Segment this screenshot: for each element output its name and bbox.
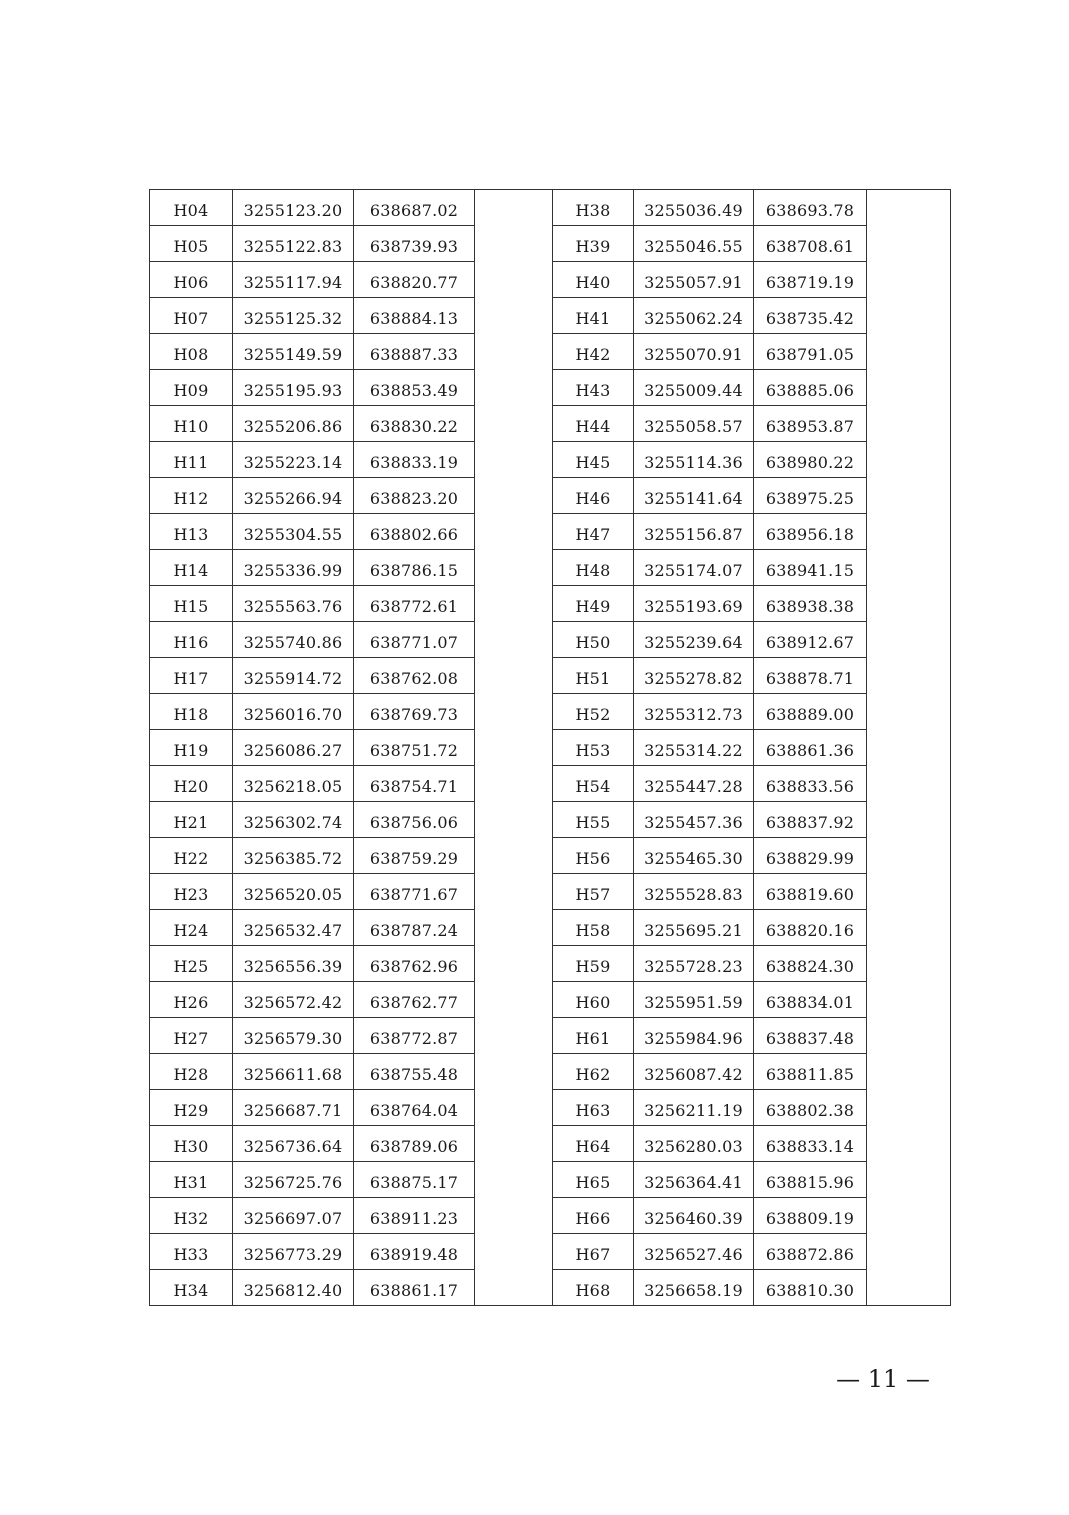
left-x-coordinate-cell: 3255206.86 <box>233 406 354 442</box>
right-x-coordinate-cell: 3255036.49 <box>634 190 754 226</box>
left-point-id-cell: H19 <box>150 730 233 766</box>
left-y-coordinate-cell: 638823.20 <box>354 478 475 514</box>
blank-cell <box>867 766 951 802</box>
left-x-coordinate-cell: 3255914.72 <box>233 658 354 694</box>
blank-cell <box>475 1126 553 1162</box>
left-y-coordinate-cell: 638687.02 <box>354 190 475 226</box>
left-x-coordinate-cell: 3256579.30 <box>233 1018 354 1054</box>
right-x-coordinate-cell: 3255728.23 <box>634 946 754 982</box>
right-x-coordinate-cell: 3255070.91 <box>634 334 754 370</box>
left-x-coordinate-cell: 3256687.71 <box>233 1090 354 1126</box>
left-x-coordinate-cell: 3255223.14 <box>233 442 354 478</box>
right-y-coordinate-cell: 638829.99 <box>754 838 867 874</box>
left-point-id-cell: H17 <box>150 658 233 694</box>
table-row <box>150 1018 951 1054</box>
table-row <box>150 586 951 622</box>
table-row <box>150 1270 951 1306</box>
blank-cell <box>475 1018 553 1054</box>
left-point-id-cell: H22 <box>150 838 233 874</box>
blank-cell <box>867 622 951 658</box>
left-y-coordinate-cell: 638861.17 <box>354 1270 475 1306</box>
blank-cell <box>475 730 553 766</box>
table-row <box>150 334 951 370</box>
blank-cell <box>475 1054 553 1090</box>
blank-cell <box>475 694 553 730</box>
left-y-coordinate-cell: 638853.49 <box>354 370 475 406</box>
right-point-id-cell: H61 <box>553 1018 634 1054</box>
left-point-id-cell: H20 <box>150 766 233 802</box>
blank-cell <box>867 1126 951 1162</box>
left-y-coordinate-cell: 638875.17 <box>354 1162 475 1198</box>
right-x-coordinate-cell: 3256364.41 <box>634 1162 754 1198</box>
left-x-coordinate-cell: 3255149.59 <box>233 334 354 370</box>
blank-cell <box>867 262 951 298</box>
right-x-coordinate-cell: 3255951.59 <box>634 982 754 1018</box>
right-y-coordinate-cell: 638837.92 <box>754 802 867 838</box>
blank-cell <box>475 622 553 658</box>
table-row <box>150 262 951 298</box>
right-x-coordinate-cell: 3256280.03 <box>634 1126 754 1162</box>
right-x-coordinate-cell: 3256087.42 <box>634 1054 754 1090</box>
table-row <box>150 190 951 226</box>
right-point-id-cell: H51 <box>553 658 634 694</box>
blank-cell <box>867 190 951 226</box>
table-row <box>150 478 951 514</box>
right-x-coordinate-cell: 3255457.36 <box>634 802 754 838</box>
right-x-coordinate-cell: 3255057.91 <box>634 262 754 298</box>
right-x-coordinate-cell: 3255984.96 <box>634 1018 754 1054</box>
table-row <box>150 730 951 766</box>
left-point-id-cell: H24 <box>150 910 233 946</box>
right-y-coordinate-cell: 638956.18 <box>754 514 867 550</box>
right-point-id-cell: H66 <box>553 1198 634 1234</box>
blank-cell <box>475 442 553 478</box>
table-row <box>150 298 951 334</box>
coordinate-table <box>149 189 951 1306</box>
right-x-coordinate-cell: 3256460.39 <box>634 1198 754 1234</box>
left-point-id-cell: H26 <box>150 982 233 1018</box>
right-y-coordinate-cell: 638912.67 <box>754 622 867 658</box>
left-point-id-cell: H13 <box>150 514 233 550</box>
table-row <box>150 838 951 874</box>
blank-cell <box>867 910 951 946</box>
left-y-coordinate-cell: 638759.29 <box>354 838 475 874</box>
table-row <box>150 1054 951 1090</box>
right-point-id-cell: H54 <box>553 766 634 802</box>
left-point-id-cell: H28 <box>150 1054 233 1090</box>
left-x-coordinate-cell: 3255122.83 <box>233 226 354 262</box>
right-point-id-cell: H62 <box>553 1054 634 1090</box>
blank-cell <box>475 766 553 802</box>
blank-cell <box>475 370 553 406</box>
left-point-id-cell: H11 <box>150 442 233 478</box>
right-y-coordinate-cell: 638735.42 <box>754 298 867 334</box>
left-y-coordinate-cell: 638772.87 <box>354 1018 475 1054</box>
right-point-id-cell: H57 <box>553 874 634 910</box>
blank-cell <box>475 514 553 550</box>
blank-cell <box>475 550 553 586</box>
right-x-coordinate-cell: 3256658.19 <box>634 1270 754 1306</box>
left-point-id-cell: H18 <box>150 694 233 730</box>
blank-cell <box>475 586 553 622</box>
left-y-coordinate-cell: 638884.13 <box>354 298 475 334</box>
right-point-id-cell: H60 <box>553 982 634 1018</box>
right-point-id-cell: H59 <box>553 946 634 982</box>
blank-cell <box>475 802 553 838</box>
right-y-coordinate-cell: 638953.87 <box>754 406 867 442</box>
right-x-coordinate-cell: 3255174.07 <box>634 550 754 586</box>
left-y-coordinate-cell: 638769.73 <box>354 694 475 730</box>
right-point-id-cell: H50 <box>553 622 634 658</box>
blank-cell <box>867 1054 951 1090</box>
right-x-coordinate-cell: 3255046.55 <box>634 226 754 262</box>
blank-cell <box>867 334 951 370</box>
left-x-coordinate-cell: 3255266.94 <box>233 478 354 514</box>
right-y-coordinate-cell: 638885.06 <box>754 370 867 406</box>
table-row <box>150 1090 951 1126</box>
blank-cell <box>475 298 553 334</box>
left-point-id-cell: H32 <box>150 1198 233 1234</box>
blank-cell <box>867 370 951 406</box>
right-x-coordinate-cell: 3256211.19 <box>634 1090 754 1126</box>
left-y-coordinate-cell: 638771.67 <box>354 874 475 910</box>
right-y-coordinate-cell: 638693.78 <box>754 190 867 226</box>
blank-cell <box>867 550 951 586</box>
left-y-coordinate-cell: 638830.22 <box>354 406 475 442</box>
left-point-id-cell: H31 <box>150 1162 233 1198</box>
right-y-coordinate-cell: 638980.22 <box>754 442 867 478</box>
right-y-coordinate-cell: 638708.61 <box>754 226 867 262</box>
left-point-id-cell: H25 <box>150 946 233 982</box>
left-y-coordinate-cell: 638771.07 <box>354 622 475 658</box>
right-x-coordinate-cell: 3255062.24 <box>634 298 754 334</box>
left-y-coordinate-cell: 638756.06 <box>354 802 475 838</box>
left-y-coordinate-cell: 638751.72 <box>354 730 475 766</box>
left-x-coordinate-cell: 3256086.27 <box>233 730 354 766</box>
right-y-coordinate-cell: 638815.96 <box>754 1162 867 1198</box>
right-point-id-cell: H47 <box>553 514 634 550</box>
blank-cell <box>867 1234 951 1270</box>
left-y-coordinate-cell: 638833.19 <box>354 442 475 478</box>
blank-cell <box>867 406 951 442</box>
right-y-coordinate-cell: 638872.86 <box>754 1234 867 1270</box>
right-x-coordinate-cell: 3255528.83 <box>634 874 754 910</box>
right-y-coordinate-cell: 638837.48 <box>754 1018 867 1054</box>
blank-cell <box>475 1090 553 1126</box>
left-x-coordinate-cell: 3255123.20 <box>233 190 354 226</box>
blank-cell <box>867 586 951 622</box>
right-y-coordinate-cell: 638810.30 <box>754 1270 867 1306</box>
left-x-coordinate-cell: 3256697.07 <box>233 1198 354 1234</box>
right-x-coordinate-cell: 3255193.69 <box>634 586 754 622</box>
left-point-id-cell: H10 <box>150 406 233 442</box>
table-row <box>150 370 951 406</box>
blank-cell <box>475 658 553 694</box>
right-point-id-cell: H39 <box>553 226 634 262</box>
right-point-id-cell: H49 <box>553 586 634 622</box>
blank-cell <box>475 262 553 298</box>
right-x-coordinate-cell: 3255239.64 <box>634 622 754 658</box>
blank-cell <box>867 298 951 334</box>
table-row <box>150 622 951 658</box>
blank-cell <box>867 838 951 874</box>
coordinate-table-body <box>150 190 951 1306</box>
blank-cell <box>867 478 951 514</box>
blank-cell <box>867 982 951 1018</box>
right-x-coordinate-cell: 3255465.30 <box>634 838 754 874</box>
table-row <box>150 982 951 1018</box>
right-y-coordinate-cell: 638719.19 <box>754 262 867 298</box>
blank-cell <box>867 1018 951 1054</box>
blank-cell <box>475 1270 553 1306</box>
left-y-coordinate-cell: 638772.61 <box>354 586 475 622</box>
right-y-coordinate-cell: 638975.25 <box>754 478 867 514</box>
left-point-id-cell: H06 <box>150 262 233 298</box>
blank-cell <box>475 838 553 874</box>
left-x-coordinate-cell: 3256218.05 <box>233 766 354 802</box>
blank-cell <box>867 1198 951 1234</box>
right-y-coordinate-cell: 638878.71 <box>754 658 867 694</box>
left-point-id-cell: H15 <box>150 586 233 622</box>
left-x-coordinate-cell: 3256016.70 <box>233 694 354 730</box>
right-y-coordinate-cell: 638889.00 <box>754 694 867 730</box>
left-point-id-cell: H04 <box>150 190 233 226</box>
table-row <box>150 1198 951 1234</box>
right-y-coordinate-cell: 638834.01 <box>754 982 867 1018</box>
right-point-id-cell: H41 <box>553 298 634 334</box>
left-point-id-cell: H21 <box>150 802 233 838</box>
left-point-id-cell: H14 <box>150 550 233 586</box>
left-point-id-cell: H09 <box>150 370 233 406</box>
blank-cell <box>867 442 951 478</box>
right-point-id-cell: H52 <box>553 694 634 730</box>
blank-cell <box>867 730 951 766</box>
left-x-coordinate-cell: 3256812.40 <box>233 1270 354 1306</box>
table-row <box>150 1234 951 1270</box>
right-point-id-cell: H65 <box>553 1162 634 1198</box>
blank-cell <box>475 190 553 226</box>
left-x-coordinate-cell: 3256532.47 <box>233 910 354 946</box>
right-y-coordinate-cell: 638861.36 <box>754 730 867 766</box>
blank-cell <box>867 1090 951 1126</box>
right-point-id-cell: H42 <box>553 334 634 370</box>
right-x-coordinate-cell: 3255156.87 <box>634 514 754 550</box>
blank-cell <box>475 1162 553 1198</box>
blank-cell <box>867 874 951 910</box>
left-y-coordinate-cell: 638762.77 <box>354 982 475 1018</box>
right-point-id-cell: H53 <box>553 730 634 766</box>
right-x-coordinate-cell: 3255695.21 <box>634 910 754 946</box>
right-y-coordinate-cell: 638820.16 <box>754 910 867 946</box>
left-point-id-cell: H34 <box>150 1270 233 1306</box>
right-y-coordinate-cell: 638833.14 <box>754 1126 867 1162</box>
table-row <box>150 514 951 550</box>
right-x-coordinate-cell: 3256527.46 <box>634 1234 754 1270</box>
table-row <box>150 406 951 442</box>
left-x-coordinate-cell: 3256736.64 <box>233 1126 354 1162</box>
right-point-id-cell: H58 <box>553 910 634 946</box>
table-row <box>150 1126 951 1162</box>
right-x-coordinate-cell: 3255314.22 <box>634 730 754 766</box>
left-y-coordinate-cell: 638802.66 <box>354 514 475 550</box>
table-row <box>150 442 951 478</box>
right-y-coordinate-cell: 638941.15 <box>754 550 867 586</box>
right-y-coordinate-cell: 638802.38 <box>754 1090 867 1126</box>
left-y-coordinate-cell: 638787.24 <box>354 910 475 946</box>
table-row <box>150 910 951 946</box>
left-x-coordinate-cell: 3256773.29 <box>233 1234 354 1270</box>
left-x-coordinate-cell: 3256556.39 <box>233 946 354 982</box>
table-row <box>150 550 951 586</box>
left-point-id-cell: H33 <box>150 1234 233 1270</box>
right-point-id-cell: H40 <box>553 262 634 298</box>
left-point-id-cell: H27 <box>150 1018 233 1054</box>
blank-cell <box>867 694 951 730</box>
right-y-coordinate-cell: 638938.38 <box>754 586 867 622</box>
blank-cell <box>475 1234 553 1270</box>
right-y-coordinate-cell: 638809.19 <box>754 1198 867 1234</box>
left-y-coordinate-cell: 638919.48 <box>354 1234 475 1270</box>
right-x-coordinate-cell: 3255141.64 <box>634 478 754 514</box>
left-y-coordinate-cell: 638789.06 <box>354 1126 475 1162</box>
left-x-coordinate-cell: 3255563.76 <box>233 586 354 622</box>
blank-cell <box>475 910 553 946</box>
right-y-coordinate-cell: 638824.30 <box>754 946 867 982</box>
left-x-coordinate-cell: 3255336.99 <box>233 550 354 586</box>
right-y-coordinate-cell: 638819.60 <box>754 874 867 910</box>
right-point-id-cell: H43 <box>553 370 634 406</box>
right-y-coordinate-cell: 638833.56 <box>754 766 867 802</box>
blank-cell <box>867 946 951 982</box>
blank-cell <box>867 226 951 262</box>
right-y-coordinate-cell: 638791.05 <box>754 334 867 370</box>
left-point-id-cell: H07 <box>150 298 233 334</box>
right-point-id-cell: H56 <box>553 838 634 874</box>
table-row <box>150 874 951 910</box>
left-y-coordinate-cell: 638762.96 <box>354 946 475 982</box>
left-x-coordinate-cell: 3256572.42 <box>233 982 354 1018</box>
left-y-coordinate-cell: 638755.48 <box>354 1054 475 1090</box>
left-point-id-cell: H12 <box>150 478 233 514</box>
right-point-id-cell: H45 <box>553 442 634 478</box>
right-x-coordinate-cell: 3255278.82 <box>634 658 754 694</box>
left-y-coordinate-cell: 638764.04 <box>354 1090 475 1126</box>
left-y-coordinate-cell: 638911.23 <box>354 1198 475 1234</box>
blank-cell <box>867 514 951 550</box>
blank-cell <box>475 1198 553 1234</box>
right-y-coordinate-cell: 638811.85 <box>754 1054 867 1090</box>
left-point-id-cell: H29 <box>150 1090 233 1126</box>
right-x-coordinate-cell: 3255058.57 <box>634 406 754 442</box>
blank-cell <box>475 982 553 1018</box>
right-x-coordinate-cell: 3255009.44 <box>634 370 754 406</box>
left-point-id-cell: H05 <box>150 226 233 262</box>
right-point-id-cell: H68 <box>553 1270 634 1306</box>
left-point-id-cell: H16 <box>150 622 233 658</box>
right-point-id-cell: H38 <box>553 190 634 226</box>
table-row <box>150 226 951 262</box>
left-point-id-cell: H08 <box>150 334 233 370</box>
left-x-coordinate-cell: 3255304.55 <box>233 514 354 550</box>
left-x-coordinate-cell: 3256725.76 <box>233 1162 354 1198</box>
right-x-coordinate-cell: 3255114.36 <box>634 442 754 478</box>
left-y-coordinate-cell: 638739.93 <box>354 226 475 262</box>
left-y-coordinate-cell: 638786.15 <box>354 550 475 586</box>
blank-cell <box>475 478 553 514</box>
right-point-id-cell: H63 <box>553 1090 634 1126</box>
right-point-id-cell: H44 <box>553 406 634 442</box>
left-x-coordinate-cell: 3255125.32 <box>233 298 354 334</box>
blank-cell <box>475 406 553 442</box>
blank-cell <box>867 802 951 838</box>
blank-cell <box>475 334 553 370</box>
left-x-coordinate-cell: 3256385.72 <box>233 838 354 874</box>
table-row <box>150 658 951 694</box>
table-row <box>150 802 951 838</box>
right-point-id-cell: H48 <box>553 550 634 586</box>
page-number: — 11 — <box>836 1365 930 1393</box>
left-x-coordinate-cell: 3255195.93 <box>233 370 354 406</box>
blank-cell <box>867 1270 951 1306</box>
table-row <box>150 1162 951 1198</box>
left-x-coordinate-cell: 3256520.05 <box>233 874 354 910</box>
blank-cell <box>867 1162 951 1198</box>
table-row <box>150 766 951 802</box>
left-y-coordinate-cell: 638887.33 <box>354 334 475 370</box>
blank-cell <box>475 874 553 910</box>
right-point-id-cell: H64 <box>553 1126 634 1162</box>
right-point-id-cell: H46 <box>553 478 634 514</box>
right-x-coordinate-cell: 3255312.73 <box>634 694 754 730</box>
left-y-coordinate-cell: 638754.71 <box>354 766 475 802</box>
right-point-id-cell: H55 <box>553 802 634 838</box>
left-x-coordinate-cell: 3255117.94 <box>233 262 354 298</box>
left-y-coordinate-cell: 638762.08 <box>354 658 475 694</box>
blank-cell <box>475 946 553 982</box>
right-x-coordinate-cell: 3255447.28 <box>634 766 754 802</box>
right-point-id-cell: H67 <box>553 1234 634 1270</box>
left-x-coordinate-cell: 3256302.74 <box>233 802 354 838</box>
blank-cell <box>867 658 951 694</box>
left-point-id-cell: H30 <box>150 1126 233 1162</box>
left-x-coordinate-cell: 3256611.68 <box>233 1054 354 1090</box>
left-x-coordinate-cell: 3255740.86 <box>233 622 354 658</box>
table-row <box>150 694 951 730</box>
left-point-id-cell: H23 <box>150 874 233 910</box>
blank-cell <box>475 226 553 262</box>
left-y-coordinate-cell: 638820.77 <box>354 262 475 298</box>
table-row <box>150 946 951 982</box>
